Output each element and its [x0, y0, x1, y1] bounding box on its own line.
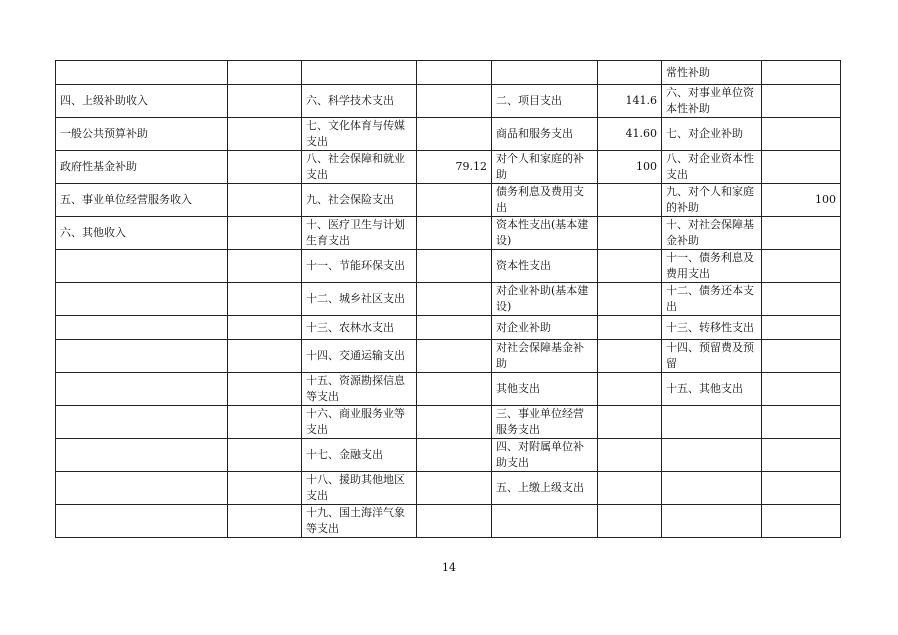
table-cell: 100 [598, 151, 662, 184]
table-cell [662, 505, 762, 538]
table-cell [598, 316, 662, 340]
table-cell: 十九、国土海洋气象等支出 [302, 505, 417, 538]
table-row [56, 340, 841, 373]
table-cell [417, 340, 492, 373]
table-cell: 对企业补助(基本建设) [492, 283, 598, 316]
table-cell [56, 406, 228, 439]
table-cell [228, 340, 302, 373]
table-cell [56, 316, 228, 340]
table-cell [417, 316, 492, 340]
table-cell: 100 [762, 184, 841, 217]
table-cell: 十四、交通运输支出 [302, 340, 417, 373]
table-row [56, 283, 841, 316]
table-cell [417, 217, 492, 250]
table-row [56, 505, 841, 538]
table-row [56, 250, 841, 283]
table-cell [417, 472, 492, 505]
table-cell [762, 250, 841, 283]
table-cell: 对社会保障基金补助 [492, 340, 598, 373]
table-cell [598, 340, 662, 373]
table-cell: 七、对企业补助 [662, 118, 762, 151]
table-cell [417, 250, 492, 283]
table-row [56, 472, 841, 505]
table-cell [492, 505, 598, 538]
table-row [56, 118, 841, 151]
table-cell: 十三、农林水支出 [302, 316, 417, 340]
table-cell [417, 283, 492, 316]
table-cell [598, 283, 662, 316]
table-row [56, 439, 841, 472]
table-cell [598, 217, 662, 250]
table-cell: 六、其他收入 [56, 217, 228, 250]
table-cell [56, 505, 228, 538]
table-cell [762, 340, 841, 373]
table-cell: 十五、资源勘探信息等支出 [302, 373, 417, 406]
table-row [56, 85, 841, 118]
table-cell: 十六、商业服务业等支出 [302, 406, 417, 439]
table-cell: 十一、债务利息及费用支出 [662, 250, 762, 283]
table-cell [56, 439, 228, 472]
table-cell [228, 316, 302, 340]
table-cell: 一般公共预算补助 [56, 118, 228, 151]
table-cell [417, 373, 492, 406]
table-cell [417, 439, 492, 472]
table-cell: 十七、金融支出 [302, 439, 417, 472]
table-cell [228, 118, 302, 151]
table-cell [228, 61, 302, 85]
table-cell [762, 316, 841, 340]
table-cell: 资本性支出 [492, 250, 598, 283]
budget-table [55, 60, 841, 538]
table-cell: 政府性基金补助 [56, 151, 228, 184]
table-cell [417, 406, 492, 439]
table-cell [662, 472, 762, 505]
table-cell: 十一、节能环保支出 [302, 250, 417, 283]
table-cell [417, 61, 492, 85]
table-cell [762, 151, 841, 184]
table-cell [598, 472, 662, 505]
table-cell [228, 406, 302, 439]
table-cell: 六、科学技术支出 [302, 85, 417, 118]
table-cell [56, 61, 228, 85]
table-cell [228, 283, 302, 316]
table-cell [417, 184, 492, 217]
table-cell: 债务利息及费用支出 [492, 184, 598, 217]
table-cell: 十二、城乡社区支出 [302, 283, 417, 316]
table-cell: 五、上缴上级支出 [492, 472, 598, 505]
table-cell [598, 250, 662, 283]
table-cell [762, 505, 841, 538]
table-cell: 十八、援助其他地区支出 [302, 472, 417, 505]
table-cell [762, 118, 841, 151]
table-cell [228, 505, 302, 538]
table-cell [662, 406, 762, 439]
table-cell [56, 472, 228, 505]
table-cell: 五、事业单位经营服务收入 [56, 184, 228, 217]
table-cell [228, 217, 302, 250]
table-cell [598, 184, 662, 217]
table-cell: 商品和服务支出 [492, 118, 598, 151]
table-cell [228, 472, 302, 505]
table-cell: 十、医疗卫生与计划生育支出 [302, 217, 417, 250]
table-cell [762, 85, 841, 118]
table-cell [228, 184, 302, 217]
table-row [56, 316, 841, 340]
table-cell: 三、事业单位经营服务支出 [492, 406, 598, 439]
table-cell [492, 61, 598, 85]
table-cell [598, 439, 662, 472]
table-cell [302, 61, 417, 85]
table-cell [417, 85, 492, 118]
table-cell [662, 439, 762, 472]
table-cell: 四、上级补助收入 [56, 85, 228, 118]
table-cell [762, 472, 841, 505]
table-cell [417, 118, 492, 151]
table-cell: 九、对个人和家庭的补助 [662, 184, 762, 217]
page-number: 14 [442, 561, 456, 574]
table-cell [598, 406, 662, 439]
table-row [56, 61, 841, 85]
table-cell: 八、对企业资本性支出 [662, 151, 762, 184]
table-row [56, 373, 841, 406]
table-row [56, 151, 841, 184]
table-cell: 七、文化体育与传媒支出 [302, 118, 417, 151]
table-cell: 十四、预留费及预留 [662, 340, 762, 373]
table-cell [228, 85, 302, 118]
table-row [56, 217, 841, 250]
table-cell [762, 283, 841, 316]
table-cell [56, 250, 228, 283]
table-cell: 四、对附属单位补助支出 [492, 439, 598, 472]
table-cell [762, 439, 841, 472]
table-cell [228, 439, 302, 472]
table-cell: 41.60 [598, 118, 662, 151]
table-cell: 十五、其他支出 [662, 373, 762, 406]
table-cell: 二、项目支出 [492, 85, 598, 118]
table-cell: 其他支出 [492, 373, 598, 406]
table-cell: 常性补助 [662, 61, 762, 85]
table-cell [762, 217, 841, 250]
table-cell [56, 283, 228, 316]
table-cell: 十二、债务还本支出 [662, 283, 762, 316]
table-cell: 九、社会保险支出 [302, 184, 417, 217]
table-cell [56, 340, 228, 373]
table-cell: 十、对社会保障基金补助 [662, 217, 762, 250]
table-cell [762, 406, 841, 439]
table-cell: 141.6 [598, 85, 662, 118]
table-cell [417, 505, 492, 538]
table-cell [762, 61, 841, 85]
table-cell [228, 250, 302, 283]
table-cell [762, 373, 841, 406]
table-cell [228, 151, 302, 184]
table-cell: 六、对事业单位资本性补助 [662, 85, 762, 118]
table-cell: 对个人和家庭的补助 [492, 151, 598, 184]
table-cell [228, 373, 302, 406]
table-cell [598, 505, 662, 538]
table-cell: 十三、转移性支出 [662, 316, 762, 340]
table-row [56, 184, 841, 217]
table-cell: 79.12 [417, 151, 492, 184]
table-cell [56, 373, 228, 406]
table-cell [598, 61, 662, 85]
table-cell [598, 373, 662, 406]
table-cell: 对企业补助 [492, 316, 598, 340]
table-cell: 八、社会保障和就业支出 [302, 151, 417, 184]
table-row [56, 406, 841, 439]
table-cell: 资本性支出(基本建设) [492, 217, 598, 250]
